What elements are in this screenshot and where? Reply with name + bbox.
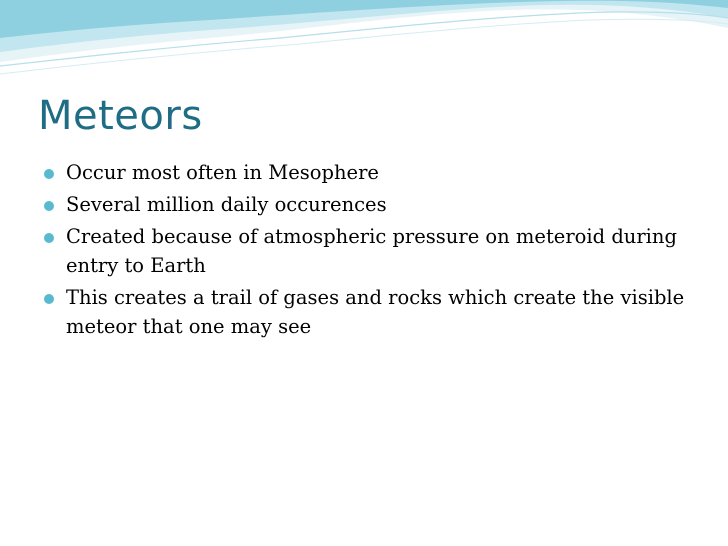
bullet-dot-icon [44,233,54,243]
bullet-dot-icon [44,169,54,179]
bullet-item [42,283,692,341]
bullet-text: This creates a trail of gases and rocks which create the visible meteor that one may see [66,286,685,338]
bullet-dot-icon [44,201,54,211]
slide-title: Meteors [38,93,203,139]
bullet-item [42,222,692,280]
bullet-list [42,158,692,344]
decorative-wave-header [0,0,728,90]
bullet-text: Several million daily occurences [66,193,387,216]
bullet-item [42,158,692,187]
bullet-dot-icon [44,294,54,304]
bullet-text: Created because of atmospheric pressure on meteroid during entry to Earth [66,225,677,277]
bullet-text: Occur most often in Mesophere [66,161,379,184]
bullet-item [42,190,692,219]
